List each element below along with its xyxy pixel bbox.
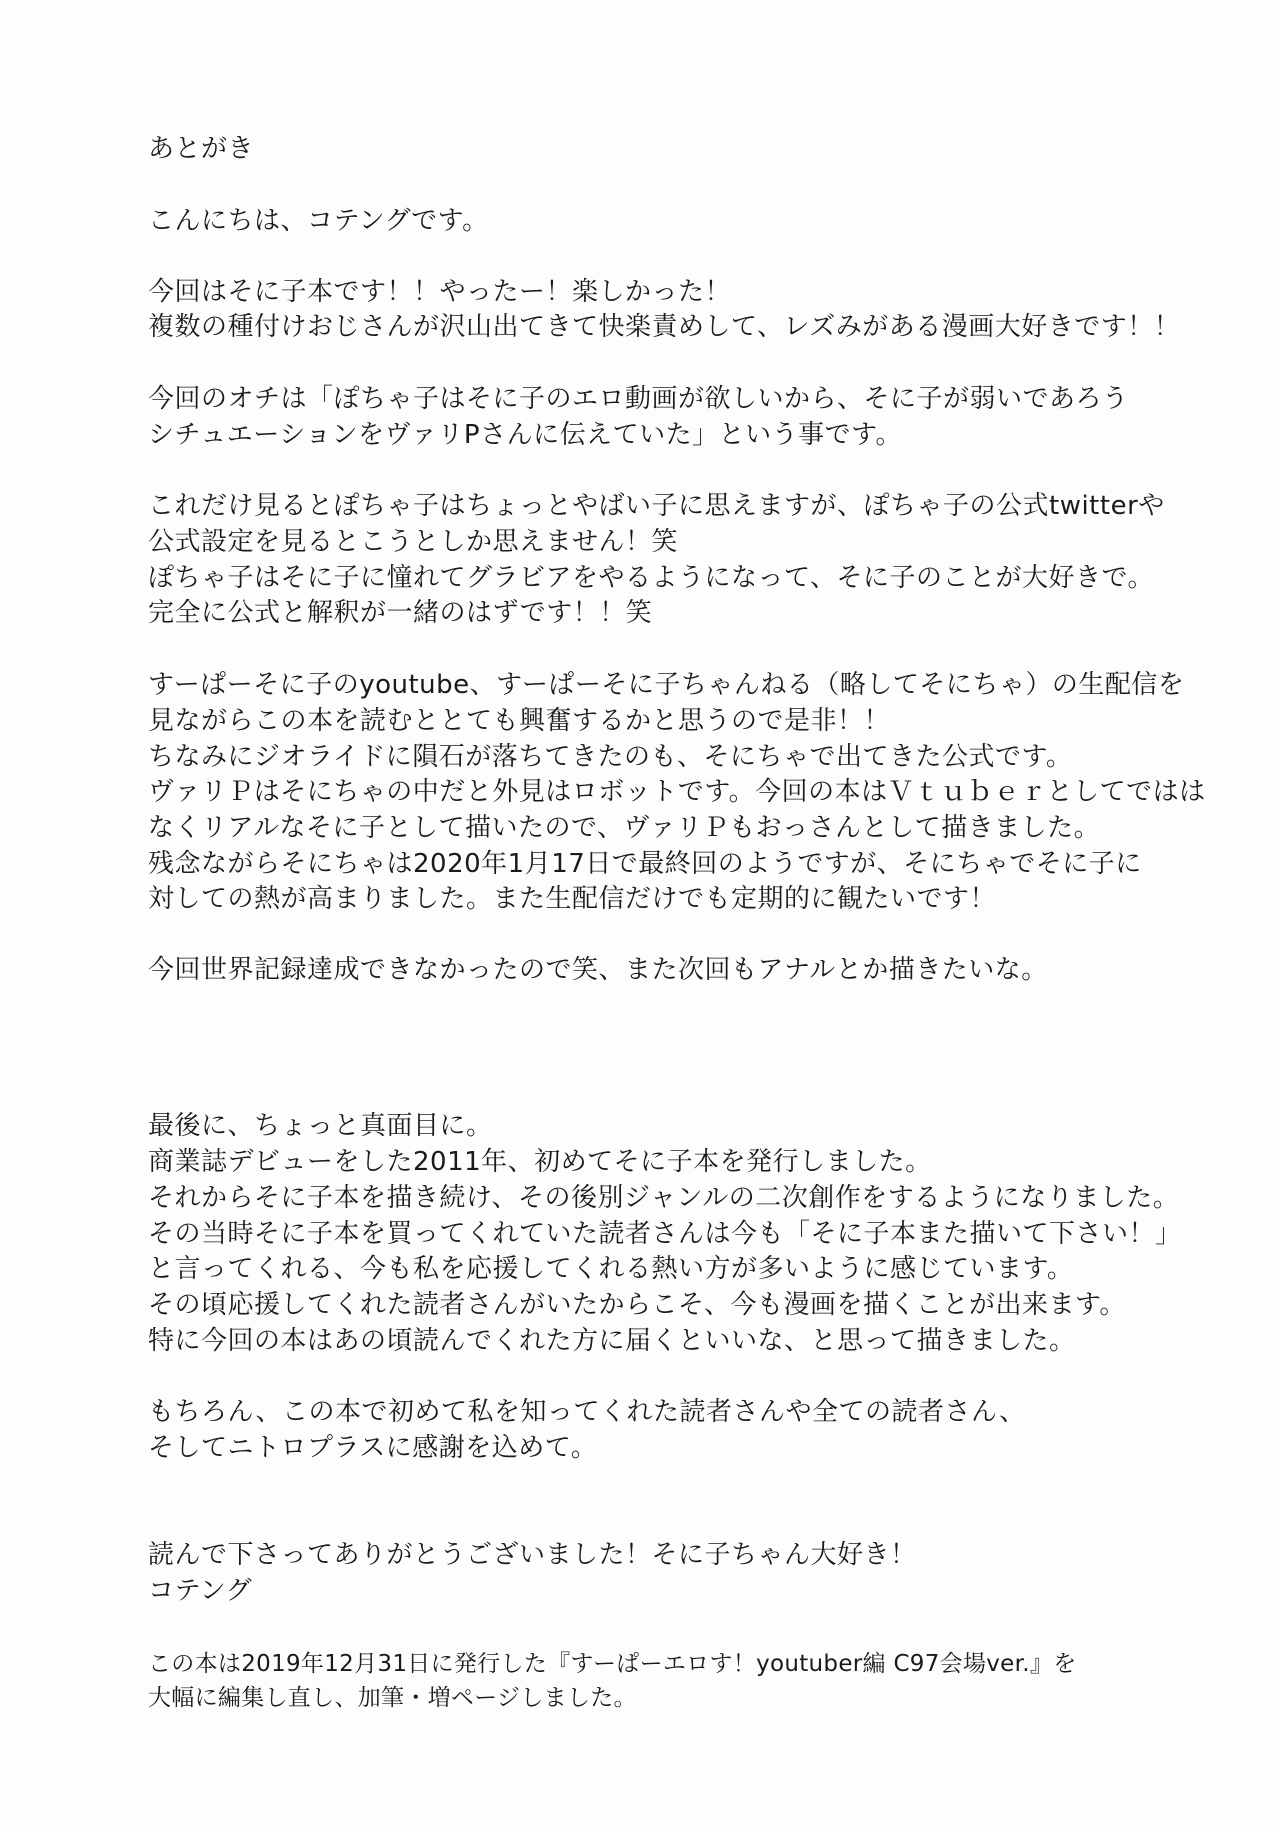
text-line: 残念ながらそにちゃは2020年1月17日で最終回のようですが、そにちゃでそに子に [148,849,1142,879]
text-line: その当時そに子本を買ってくれていた読者さんは今も「そに子本また描いて下さい！」 [148,1219,1182,1249]
text-line: 特に今回の本はあの頃読んでくれた方に届くといいな、と思って描きました。 [148,1326,1076,1356]
text-line: 公式設定を見るとこうとしか思えません！笑 [148,527,679,557]
text-line: ヴァリＰはそにちゃの中だと外見はロボットです。今回の本はＶｔｕｂｅｒとしてではは [148,777,1206,807]
text-line: 今回のオチは「ぽちゃ子はそに子のエロ動画が欲しいから、そに子が弱いであろう [148,384,1129,414]
text-line: その頃応援してくれた読者さんがいたからこそ、今も漫画を描くことが出来ます。 [148,1290,1126,1320]
text-line: それからそに子本を描き続け、その後別ジャンルの二次創作をするようになりました。 [148,1183,1180,1213]
text-line: 最後に、ちょっと真面目に。 [148,1111,493,1141]
text-line: 対しての熱が高まりました。また生配信だけでも定期的に観たいです！ [148,884,997,914]
text-line: 複数の種付けおじさんが沢山出てきて快楽責めして、レズみがある漫画大好きです！！ [148,312,1181,342]
text-line: なくリアルなそに子として描いたので、ヴァリＰもおっさんとして描きました。 [148,813,1101,843]
text-line: 完全に公式と解釈が一緒のはずです！！笑 [148,598,653,628]
text-line: そしてニトロプラスに感謝を込めて。 [148,1433,598,1463]
greeting-line: こんにちは、コテングです。 [148,206,489,236]
text-line: これだけ見るとぽちゃ子はちょっとやばい子に思えますが、ぽちゃ子の公式twitterや [148,491,1165,521]
text-line: ちなみにジオライドに隕石が落ちてきたのも、そにちゃで出てきた公式です。 [148,742,1073,772]
text-line: もちろん、この本で初めて私を知ってくれた読者さんや全ての読者さん、 [148,1397,1026,1427]
publication-note-line: この本は2019年12月31日に発行した『すーぱーエロす！youtuber編 C97会場ver.』を [148,1651,1077,1677]
text-line: 読んで下さってありがとうございました！そに子ちゃん大好き！ [148,1540,917,1570]
text-line: 今回世界記録達成できなかったので笑、また次回もアナルとか描きたいな。 [148,955,1048,985]
text-line: 商業誌デビューをした2011年、初めてそに子本を発行しました。 [148,1147,932,1177]
text-line: すーぱーそに子のyoutube、すーぱーそに子ちゃんねる（略してそにちゃ）の生配信を [148,670,1185,700]
author-signature: コテング [148,1576,253,1606]
text-line: 今回はそに子本です！！やったー！楽しかった！ [148,277,732,307]
text-line: と言ってくれる、今も私を応援してくれる熱い方が多いように感じています。 [148,1254,1074,1284]
text-line: ぽちゃ子はそに子に憧れてグラビアをやるようになって、そに子のことが大好きで。 [148,563,1154,593]
publication-note-line: 大幅に編集し直し、加筆・増ページしました。 [148,1685,637,1711]
afterword-heading: あとがき [148,134,255,164]
text-line: シチュエーションをヴァリPさんに伝えていた」という事です。 [148,420,903,450]
text-line: 見ながらこの本を読むととても興奮するかと思うので是非！！ [148,706,891,736]
